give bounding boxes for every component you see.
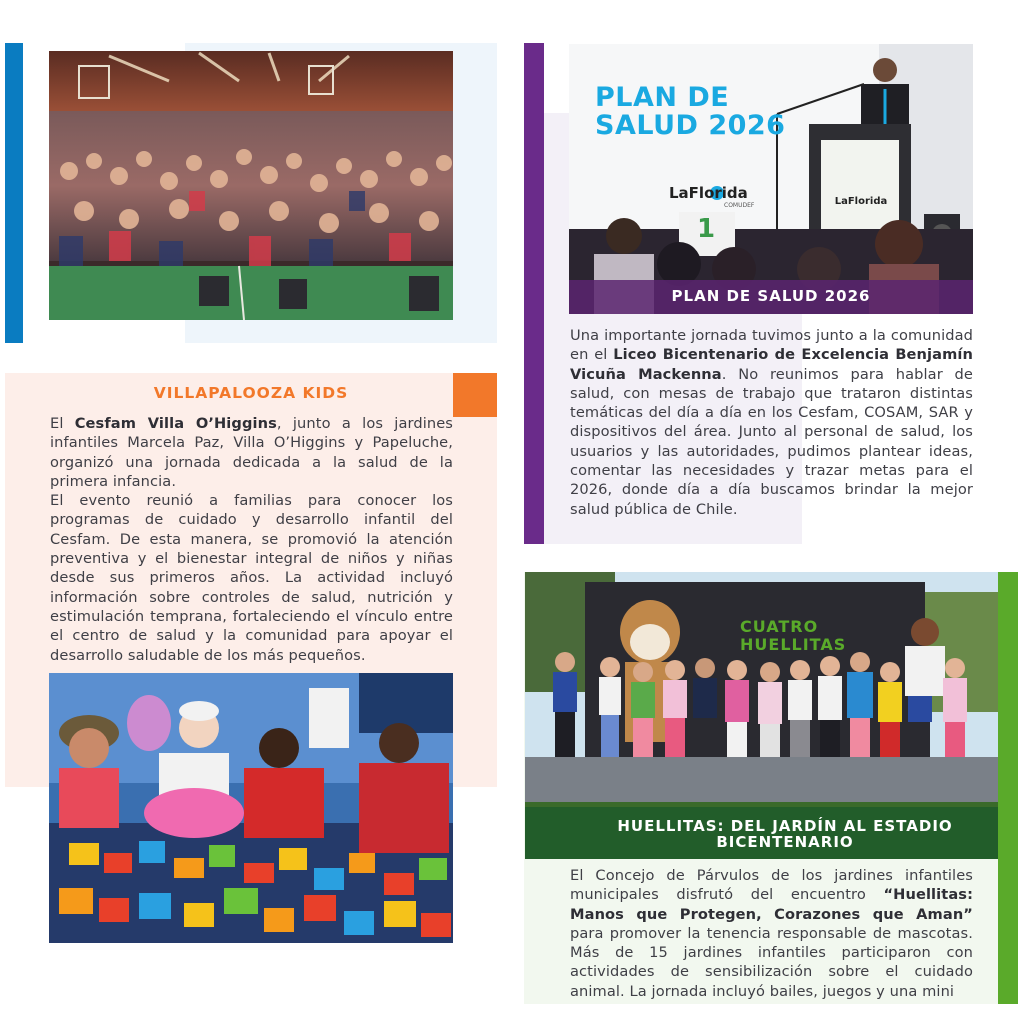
kids-playing-blocks-photo [49,673,453,943]
stage-backdrop-text: CUATRO HUELLITAS [740,617,847,654]
villapalooza-title: VILLAPALOOZA KIDS [153,384,349,402]
villapalooza-body [50,414,453,665]
la-florida-logo-sub: COMUDEF [724,202,755,209]
slide-title-line-2: SALUD 2026 [595,110,786,141]
huellitas-caption-line-1: HUELLITAS: DEL JARDÍN AL ESTADIO [617,817,953,835]
plan-salud-presentation-photo [569,44,973,314]
podium-logo: LaFlorida [834,196,888,207]
green-accent-bar [998,572,1018,1004]
la-florida-logo: LaFlorida [669,184,748,202]
blue-accent-bar [5,43,23,343]
plan-salud-caption: PLAN DE SALUD 2026 [671,287,871,305]
villapalooza-paragraph-2: El evento reunió a familias para conocer los programas de cuidado y desarrollo infantil del Cesfam. De esta manera, se promovió la atención preventiva y el bienestar integral de niños y niñas desde sus primeros años. La actividad incluyó información sobre controles de salud, nutrición y estimulación temprana, fortaleciendo el vínculo entre el centro de salud y la comunidad para apoyar el desarrollo saludable de los más pequeños. [50,492,453,664]
plan-salud-body: Una importante jornada tuvimos junto a la comunidad en el Liceo Bicentenario de Excelencia Benjamín Vicuña Mackenna. No reunimos para hablar de salud, con mesas de trabajo que trataron distintas temáticas del día a día en los Cesfam, COSAM, SAR y dispositivos del área. Junto al personal de salud, los usuarios y las autoridades, pudimos plantear ideas, comentar las necesidades y trazar metas para el 2026, donde día a día buscamos brindar la mejor salud pública de Chile. [570,327,973,518]
slide-title-line-1: PLAN DE [595,82,730,113]
table-number-card: 1 [697,214,716,244]
crowd-gym-photo [49,51,453,320]
huellitas-caption-line-2: BICENTENARIO [716,833,854,851]
villapalooza-paragraph-1: El Cesfam Villa O’Higgins, junto a los jardines infantiles Marcela Paz, Villa O’Higgins y Papeluche, organizó una jornada dedicada a la salud de la primera infancia. [50,415,453,490]
orange-accent-square [453,373,497,417]
purple-accent-bar [524,43,544,544]
huellitas-stage-photo [525,572,998,859]
huellitas-body: El Concejo de Párvulos de los jardines infantiles municipales disfrutó del encuentro “Huellitas: Manos que Protegen, Corazones que Aman” para promover la tenencia responsable de mascotas. Más de 15 jardines infantiles participaron con actividades de sensibilización sobre el cuidado animal. La jornada incluyó bailes, juegos y una mini [570,867,973,1000]
